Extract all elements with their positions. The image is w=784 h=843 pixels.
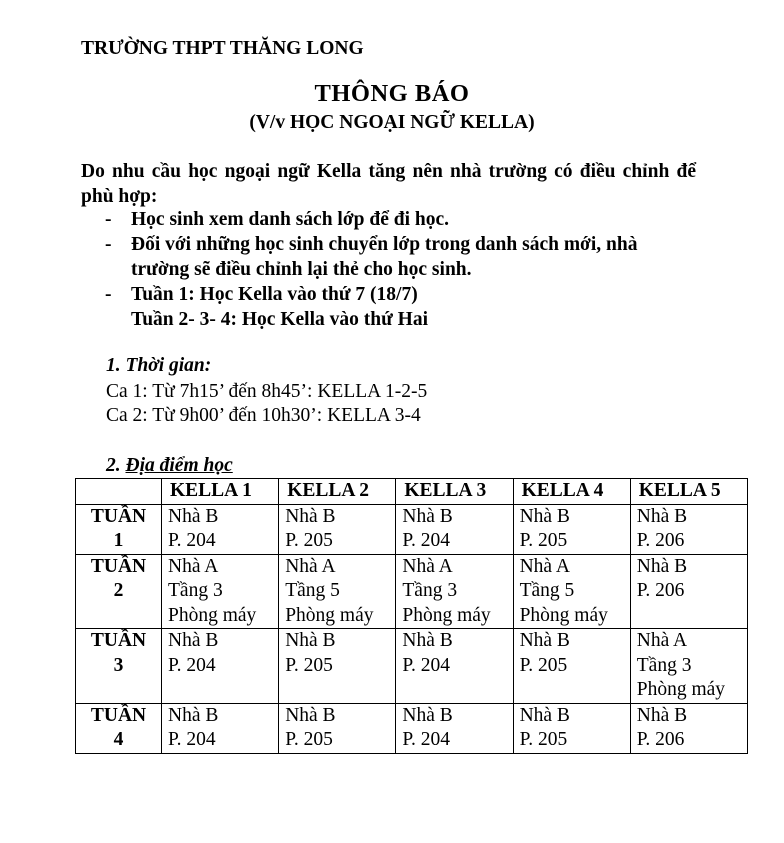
- week-cell: [76, 629, 162, 704]
- room-text: P. 204: [402, 654, 451, 676]
- week-label: TUẦN: [90, 704, 147, 726]
- bullet-dash: -: [105, 284, 112, 305]
- location-table: [75, 478, 748, 754]
- room-text: P. 205: [285, 654, 333, 676]
- column-header: KELLA 5: [630, 479, 747, 505]
- building-text: Nhà B: [168, 505, 219, 527]
- week-label: TUẦN: [90, 555, 147, 577]
- building-text: Nhà B: [636, 704, 688, 726]
- table-cell: [162, 703, 279, 753]
- bullet-text: Đối với những học sinh chuyển lớp trong danh sách mới, nhà: [131, 234, 638, 255]
- building-text: Nhà B: [636, 555, 688, 577]
- table-row: [76, 703, 748, 753]
- bullet-dash: -: [105, 209, 112, 230]
- bullet-item: [81, 232, 696, 282]
- table-cell: [279, 504, 396, 554]
- table-cell: [162, 629, 279, 704]
- room-text: P. 205: [285, 530, 333, 551]
- week-cell: [76, 504, 162, 554]
- building-text: Nhà B: [519, 704, 570, 726]
- section-heading-time: [106, 355, 211, 377]
- table-cell: [396, 703, 513, 753]
- room-text: P. 204: [168, 729, 216, 750]
- room-text: Phòng máy: [402, 604, 491, 626]
- section-heading-location: [106, 455, 233, 477]
- shift-2-text: Ca 2: Từ 9h00’ đến 10h30’: KELLA 3-4: [106, 405, 421, 426]
- section-number: 1.: [106, 355, 121, 376]
- building-text: Nhà B: [285, 704, 336, 726]
- column-header: KELLA 1: [162, 479, 279, 505]
- week-label: TUẦN: [90, 505, 147, 527]
- floor-text: Tầng 3: [168, 580, 223, 601]
- column-header: KELLA 2: [279, 479, 396, 505]
- bullet-text: Tuần 1: Học Kella vào thứ 7 (18/7): [131, 284, 418, 305]
- table-cell: [279, 554, 396, 629]
- room-text: P. 204: [402, 530, 451, 551]
- room-text: Phòng máy: [168, 604, 257, 626]
- bullet-item: [81, 282, 696, 332]
- room-text: P. 206: [636, 580, 685, 601]
- room-text: P. 204: [168, 530, 216, 551]
- bullet-text-continued: Tuần 2- 3- 4: Học Kella vào thứ Hai: [131, 309, 428, 330]
- building-text: Nhà B: [285, 505, 336, 527]
- building-text: Nhà B: [519, 505, 570, 527]
- room-text: P. 205: [519, 654, 568, 676]
- room-text: P. 206: [636, 729, 685, 750]
- column-header: KELLA 3: [396, 479, 513, 505]
- week-number: 1: [113, 530, 124, 551]
- building-text: Nhà B: [402, 505, 453, 527]
- room-text: Phòng máy: [285, 604, 374, 626]
- floor-text: Tầng 5: [285, 580, 340, 601]
- building-text: Nhà B: [402, 704, 453, 726]
- week-cell: [76, 554, 162, 629]
- table-row: [76, 554, 748, 629]
- week-label: TUẦN: [90, 630, 147, 651]
- floor-text: Tầng 5: [519, 580, 575, 601]
- building-text: Nhà B: [636, 505, 688, 527]
- building-text: Nhà A: [285, 555, 336, 577]
- floor-text: Tầng 3: [636, 654, 692, 676]
- table-cell: [396, 504, 513, 554]
- bullet-text: Học sinh xem danh sách lớp để đi học.: [131, 209, 449, 230]
- shift-1-text: Ca 1: Từ 7h15’ đến 8h45’: KELLA 1-2-5: [106, 381, 428, 402]
- section-title: Địa điểm học: [125, 455, 233, 476]
- column-header: KELLA 4: [513, 479, 630, 505]
- school-name: TRƯỜNG THPT THĂNG LONG: [81, 38, 364, 59]
- table-cell: [279, 703, 396, 753]
- table-cell: [513, 629, 630, 704]
- room-text: Phòng máy: [636, 679, 726, 700]
- table-cell: [630, 504, 747, 554]
- table-row: [76, 504, 748, 554]
- notice-title: THÔNG BÁO: [314, 80, 470, 107]
- room-text: P. 206: [636, 530, 685, 551]
- building-text: Nhà B: [285, 630, 336, 651]
- room-text: P. 205: [285, 729, 333, 750]
- table-cell: [279, 629, 396, 704]
- intro-paragraph: Do nhu cầu học ngoại ngữ Kella tăng nên nhà trường có điều chỉnh để phù hợp:: [81, 161, 696, 207]
- building-text: Nhà A: [402, 555, 453, 577]
- building-text: Nhà B: [519, 630, 570, 651]
- table-header-row: [76, 479, 748, 505]
- week-number: 3: [113, 654, 124, 676]
- table-cell: [396, 554, 513, 629]
- section-title: Thời gian:: [125, 355, 212, 376]
- room-text: Phòng máy: [519, 604, 608, 626]
- table-cell: [630, 703, 747, 753]
- building-text: Nhà B: [402, 630, 453, 651]
- table-cell: [513, 504, 630, 554]
- building-text: Nhà A: [519, 555, 570, 577]
- week-number: 4: [113, 729, 124, 750]
- table-cell: [162, 554, 279, 629]
- room-text: P. 204: [402, 729, 451, 750]
- bullet-item: [81, 207, 696, 232]
- building-text: Nhà B: [168, 630, 219, 651]
- bullet-dash: -: [105, 234, 112, 255]
- week-number: 2: [113, 580, 124, 601]
- table-cell: [513, 554, 630, 629]
- notice-bullet-list: [81, 207, 696, 332]
- building-text: Nhà A: [636, 630, 688, 651]
- room-text: P. 205: [519, 530, 568, 551]
- table-row: [76, 629, 748, 704]
- floor-text: Tầng 3: [402, 580, 458, 601]
- room-text: P. 205: [519, 729, 568, 750]
- section-number: 2.: [106, 455, 121, 476]
- table-cell: [630, 554, 747, 629]
- building-text: Nhà A: [168, 555, 219, 577]
- table-cell: [396, 629, 513, 704]
- building-text: Nhà B: [168, 704, 219, 726]
- table-cell: [513, 703, 630, 753]
- room-text: P. 204: [168, 654, 216, 676]
- notice-subtitle: (V/v HỌC NGOẠI NGỮ KELLA): [249, 112, 535, 133]
- table-cell: [162, 504, 279, 554]
- column-header-blank: [76, 479, 162, 505]
- table-cell: [630, 629, 747, 704]
- bullet-text-continued: trường sẽ điều chỉnh lại thẻ cho học sinh.: [131, 259, 472, 280]
- week-cell: [76, 703, 162, 753]
